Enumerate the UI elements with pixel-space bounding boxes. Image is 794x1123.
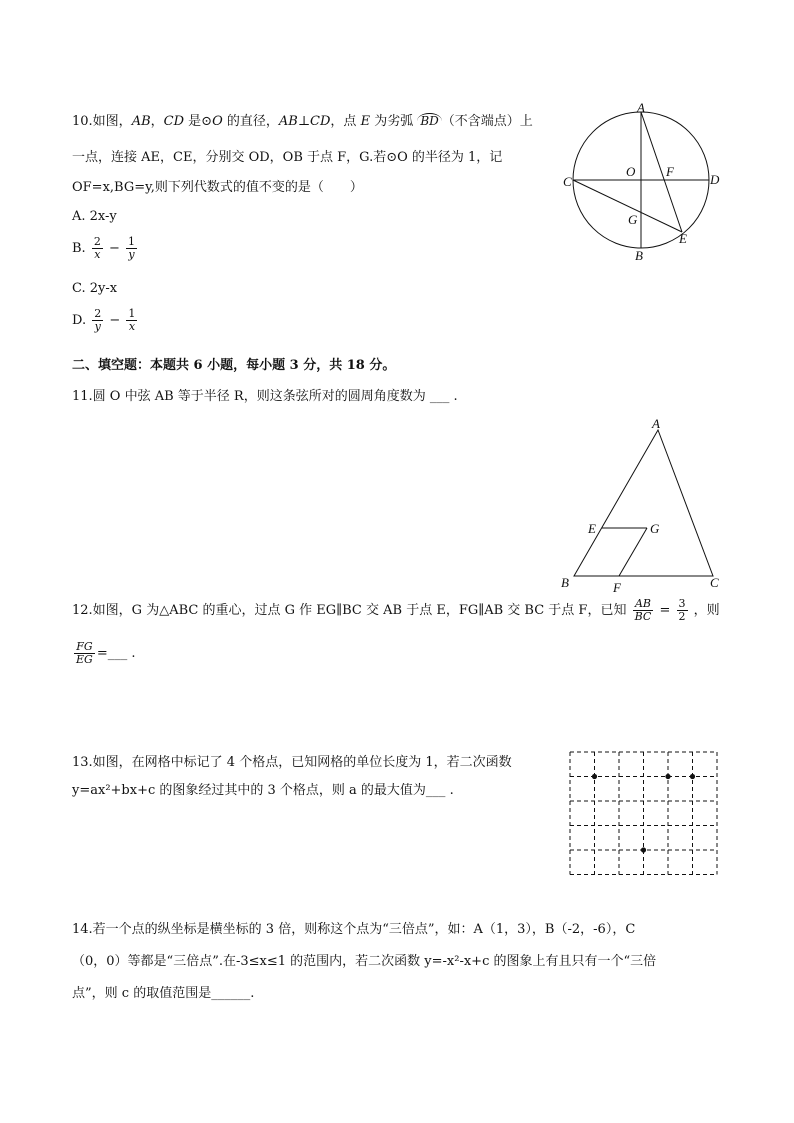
label-g: G: [628, 212, 638, 227]
grid-marked-point: [641, 847, 646, 852]
q13-line1: 13.如图，在网格中标记了 4 个格点，已知网格的单位长度为 1，若二次函数: [72, 755, 512, 770]
section-fill-in-heading: 二、填空题：本题共 6 小题，每小题 3 分，共 18 分。: [72, 358, 396, 373]
q12-line2: $\frac{FG}{EG}$ =___ .: [76, 640, 136, 666]
label-c: C: [563, 174, 572, 189]
label-c: C: [710, 575, 719, 590]
grid-figure: [565, 747, 725, 879]
q10-line3: OF=x,BG=y,则下列代数式的值不变的是（ ）: [72, 180, 363, 195]
label-a: A: [637, 100, 645, 115]
triangle-figure: [555, 415, 730, 595]
grid-marked-point: [592, 774, 597, 779]
grid-marked-point: [665, 774, 670, 779]
label-e: E: [588, 521, 596, 536]
q14-line3: 点”，则 c 的取值范围是______.: [72, 986, 255, 1001]
label-f: F: [666, 164, 674, 179]
q13-line2: y=ax²+bx+c 的图象经过其中的 3 个格点，则 a 的最大值为___ .: [72, 783, 454, 798]
q10-line2: 一点，连接 AE，CE，分别交 OD，OB 于点 F，G.若⊙O 的半径为 1，记: [72, 150, 503, 165]
grid-marked-point: [690, 774, 695, 779]
circle-figure: [555, 100, 735, 265]
q10-line1: 10.如图，AB，CD 是⊙O 的直径，AB⊥CD，点 E 为劣弧 BD （不含端点）上: [72, 114, 533, 129]
frac-3-over-2: $\frac{3}{2}$: [678, 597, 686, 623]
label-b: B: [635, 248, 643, 263]
segment-ae: [641, 112, 682, 232]
frac-1-over-x: $\frac{1}{x}$: [128, 307, 136, 333]
label-a: A: [652, 416, 660, 431]
label-o: O: [626, 164, 636, 179]
q12-line1: 12.如图，G 为△ABC 的重心，过点 G 作 EG∥BC 交 AB 于点 E，FG∥AB 交 BC 于点 F，已知 $\frac{AB}{BC}$ = $\frac{3}{2}$ ，则: [72, 597, 720, 623]
frac-1-over-y: $\frac{1}{y}$: [128, 235, 136, 261]
q11-text: 11.圆 O 中弦 AB 等于半径 R，则这条弦所对的圆周角度数为 ___ .: [72, 389, 458, 404]
label-g: G: [650, 521, 660, 536]
q10-option-d: D. $\frac{2}{y}$ − $\frac{1}{x}$: [72, 307, 136, 333]
frac-2-over-x: $\frac{2}{x}$: [93, 235, 101, 261]
label-d: D: [710, 172, 720, 187]
grid-points: [592, 774, 695, 853]
frac-2-over-y: $\frac{2}{y}$: [94, 307, 102, 333]
q10-option-c: C. 2y-x: [72, 281, 118, 296]
arc-bd: BD: [417, 113, 441, 128]
q14-line1: 14.若一个点的纵坐标是横坐标的 3 倍，则称这个点为“三倍点”，如：A（1，3），B（-2，-6），C: [72, 922, 636, 937]
grid-lines: [570, 752, 717, 875]
frac-ab-over-bc: $\frac{AB}{BC}$: [634, 597, 652, 623]
q10-option-b: B. $\frac{2}{x}$ − $\frac{1}{y}$: [72, 235, 136, 261]
label-e: E: [679, 231, 687, 246]
label-f: F: [613, 580, 621, 595]
segment-fg: [619, 528, 647, 576]
triangle-abc: [574, 430, 713, 576]
label-b: B: [561, 575, 569, 590]
frac-fg-over-eg: $\frac{FG}{EG}$: [76, 640, 93, 666]
q10-option-a: A. 2x-y: [72, 209, 117, 224]
q14-line2: （0，0）等都是“三倍点”.在-3≤x≤1 的范围内，若二次函数 y=-x²-x+c 的图象上有且只有一个“三倍: [72, 954, 657, 969]
